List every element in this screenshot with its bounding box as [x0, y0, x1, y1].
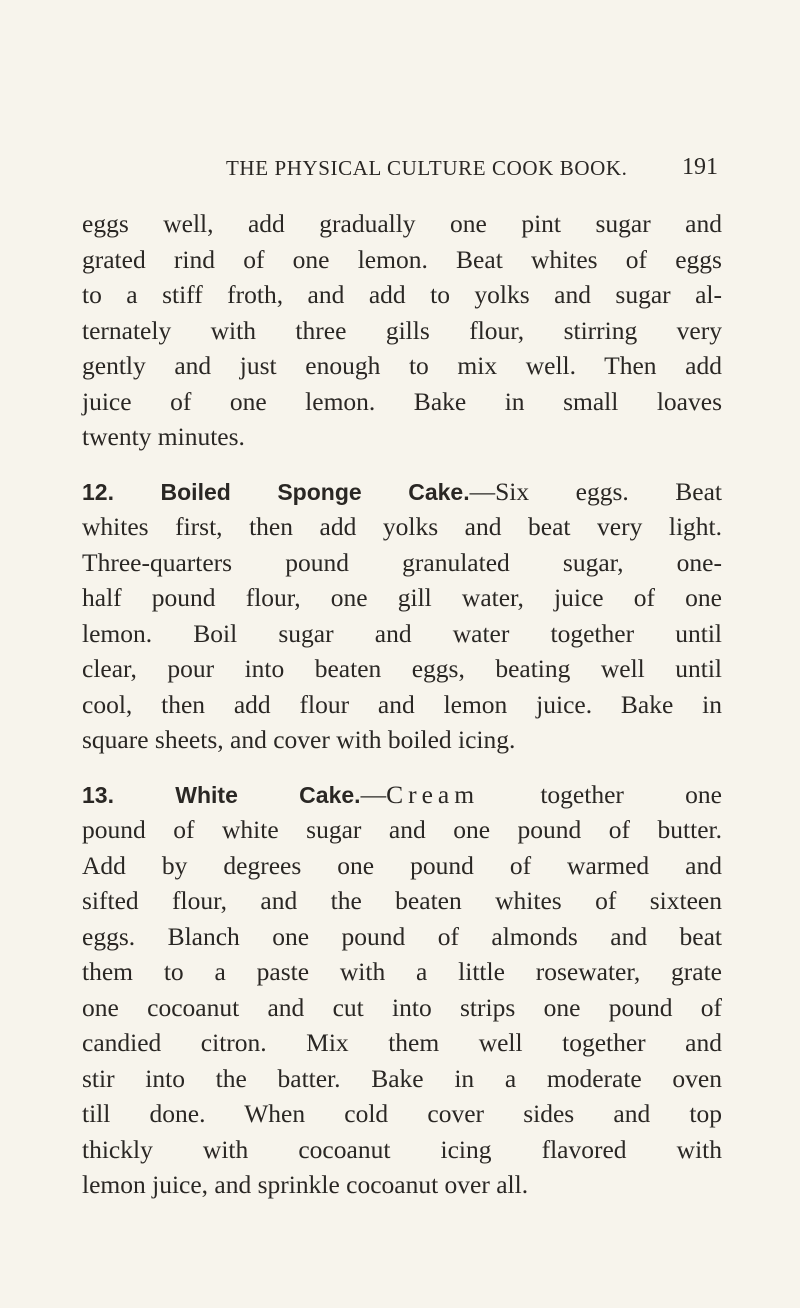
page-number: 191: [682, 154, 718, 180]
recipe-number: 13.: [82, 781, 114, 808]
text-line: half pound flour, one gill water, juice of one: [82, 583, 722, 612]
text-line: stir into the batter. Bake in a moderate oven: [82, 1063, 722, 1093]
text-line: square sheets, and cover with boiled icing.: [82, 725, 516, 754]
text-line: one cocoanut and cut into strips one pound of: [82, 992, 722, 1022]
text-line: ternately with three gills flour, stirring very: [82, 315, 722, 345]
text-line: lemon. Boil sugar and water together until: [82, 618, 722, 648]
text-line: candied citron. Mix them well together and: [82, 1028, 722, 1057]
text-line: eggs well, add gradually one pint sugar and: [82, 209, 722, 238]
text-line: twenty minutes.: [82, 422, 245, 451]
running-header: [226, 156, 718, 186]
text-line: cool, then add flour and lemon juice. Bake in: [82, 689, 722, 719]
text-line: to a stiff froth, and add to yolks and sugar al-: [82, 280, 722, 309]
text-line: Add by degrees one pound of warmed and: [82, 850, 722, 880]
text-line: thickly with cocoanut icing flavored with: [82, 1134, 722, 1164]
recipe-title: Boiled Sponge Cake.: [160, 478, 470, 505]
recipe-text: —Six eggs. Beat: [469, 476, 723, 506]
text-line: clear, pour into beaten eggs, beating well until: [82, 654, 722, 683]
recipe-first-word: Cream: [386, 779, 480, 809]
recipe-number: 12.: [82, 478, 114, 505]
recipe-text: together one: [540, 779, 722, 809]
text-line: gently and just enough to mix well. Then add: [82, 351, 722, 380]
text-line: whites first, then add yolks and beat very light.: [82, 512, 722, 541]
recipe-title: White Cake.: [175, 781, 361, 808]
text-line: them to a paste with a little rosewater, grate: [82, 957, 722, 986]
text-line: till done. When cold cover sides and top: [82, 1099, 722, 1128]
text-line: Three-quarters pound granulated sugar, one-: [82, 547, 722, 577]
recipe-13-heading-line: [82, 777, 722, 813]
body-text: [82, 206, 722, 1203]
text-line: lemon juice, and sprinkle cocoanut over all.: [82, 1170, 529, 1199]
text-line: pound of white sugar and one pound of butter.: [82, 815, 722, 844]
recipe-12-heading-line: [82, 474, 722, 510]
text-line: grated rind of one lemon. Beat whites of eggs: [82, 244, 722, 274]
book-title: THE PHYSICAL CULTURE COOK BOOK.: [226, 156, 628, 180]
recipe-dash: —: [360, 779, 387, 809]
text-line: juice of one lemon. Bake in small loaves: [82, 386, 722, 416]
text-line: sifted flour, and the beaten whites of sixteen: [82, 886, 722, 915]
text-line: eggs. Blanch one pound of almonds and beat: [82, 921, 722, 951]
